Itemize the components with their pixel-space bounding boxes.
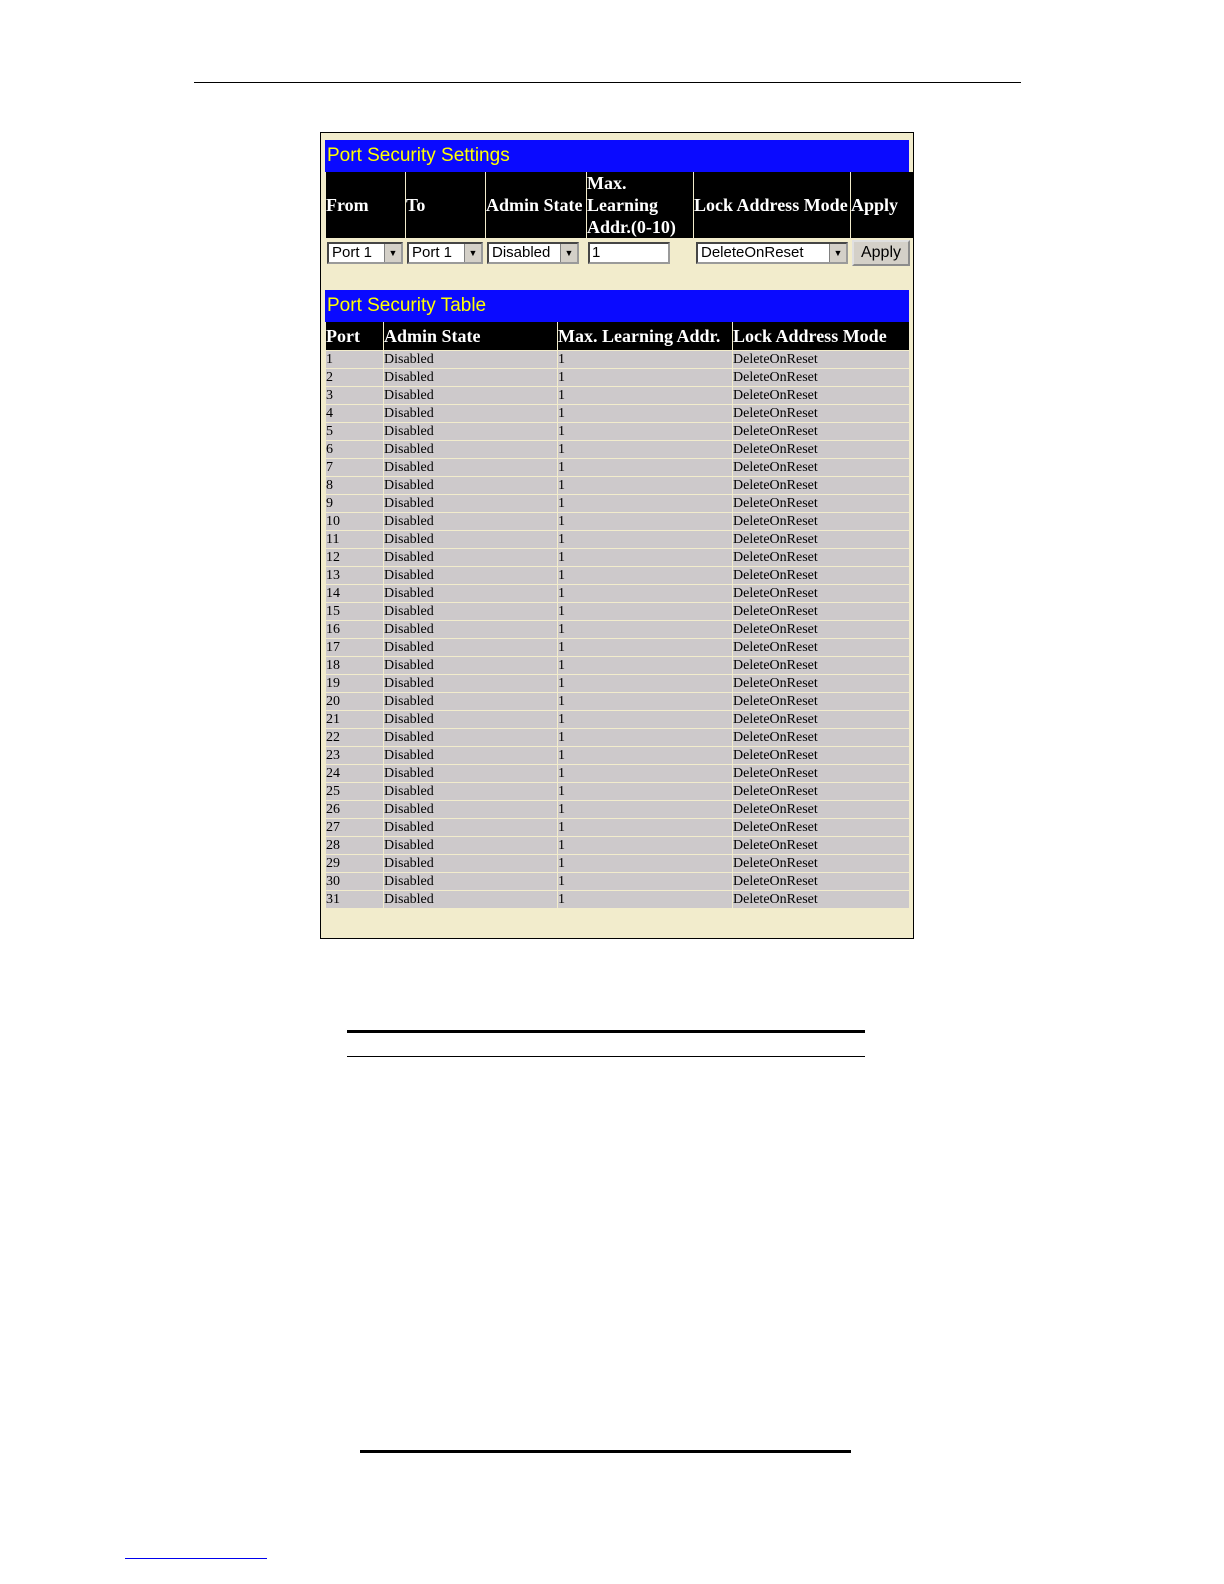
max-learning-cell: 1 xyxy=(558,369,732,386)
admin-state-cell: Disabled xyxy=(384,441,557,458)
admin-state-cell: Disabled xyxy=(384,819,557,836)
table-row xyxy=(326,801,909,818)
max-learning-cell: 1 xyxy=(558,855,732,872)
lock-mode-cell: DeleteOnReset xyxy=(733,819,909,836)
lock-mode-cell: DeleteOnReset xyxy=(733,621,909,638)
max-learning-cell: 1 xyxy=(558,747,732,764)
lock-mode-cell: DeleteOnReset xyxy=(733,729,909,746)
to-port-value: Port 1 xyxy=(412,244,453,261)
chevron-down-icon[interactable]: ▼ xyxy=(464,244,481,262)
admin-state-cell: Disabled xyxy=(384,513,557,530)
top-divider xyxy=(194,82,1021,83)
port-cell: 7 xyxy=(326,459,383,476)
table-row xyxy=(326,603,909,620)
table-row xyxy=(326,873,909,890)
table-row xyxy=(326,747,909,764)
chevron-down-icon[interactable]: ▼ xyxy=(560,244,577,262)
port-cell: 24 xyxy=(326,765,383,782)
admin-state-cell: Disabled xyxy=(384,765,557,782)
max-learning-cell: 1 xyxy=(558,495,732,512)
admin-state-cell: Disabled xyxy=(384,801,557,818)
port-cell: 5 xyxy=(326,423,383,440)
max-learning-cell: 1 xyxy=(558,765,732,782)
port-cell: 14 xyxy=(326,585,383,602)
admin-state-cell: Disabled xyxy=(384,477,557,494)
max-learning-input[interactable]: 1 xyxy=(588,242,670,264)
screenshot-frame xyxy=(320,132,914,939)
port-cell: 4 xyxy=(326,405,383,422)
max-learning-cell: 1 xyxy=(558,639,732,656)
port-cell: 12 xyxy=(326,549,383,566)
lock-mode-cell: DeleteOnReset xyxy=(733,495,909,512)
lock-mode-cell: DeleteOnReset xyxy=(733,855,909,872)
port-security-page xyxy=(325,140,909,909)
max-learning-cell: 1 xyxy=(558,405,732,422)
max-learning-cell: 1 xyxy=(558,873,732,890)
footer-rule xyxy=(360,1450,851,1453)
max-learning-cell: 1 xyxy=(558,441,732,458)
lock-mode-select[interactable] xyxy=(696,242,848,264)
admin-state-select[interactable] xyxy=(487,242,579,264)
max-learning-cell: 1 xyxy=(558,459,732,476)
lock-mode-cell: DeleteOnReset xyxy=(733,441,909,458)
admin-state-cell: Disabled xyxy=(384,531,557,548)
table-row xyxy=(326,783,909,800)
port-cell: 27 xyxy=(326,819,383,836)
admin-state-cell: Disabled xyxy=(384,423,557,440)
port-cell: 1 xyxy=(326,351,383,368)
lock-mode-header: Lock Address Mode xyxy=(694,172,850,238)
port-cell: 28 xyxy=(326,837,383,854)
admin-state-cell: Disabled xyxy=(384,603,557,620)
port-cell: 9 xyxy=(326,495,383,512)
caption-rule-thin xyxy=(347,1056,865,1057)
max-learning-cell: 1 xyxy=(558,693,732,710)
lock-mode-column-header: Lock Address Mode xyxy=(733,322,909,350)
admin-state-cell: Disabled xyxy=(384,351,557,368)
port-cell: 17 xyxy=(326,639,383,656)
max-learning-column-header: Max. Learning Addr. xyxy=(558,322,732,350)
table-row xyxy=(326,639,909,656)
table-title: Port Security Table xyxy=(325,290,909,322)
port-cell: 23 xyxy=(326,747,383,764)
admin-state-cell: Disabled xyxy=(384,405,557,422)
table-row xyxy=(326,585,909,602)
lock-mode-cell: DeleteOnReset xyxy=(733,747,909,764)
admin-state-cell: Disabled xyxy=(384,567,557,584)
admin-state-cell: Disabled xyxy=(384,729,557,746)
table-row xyxy=(326,351,909,368)
table-row xyxy=(326,657,909,674)
to-port-select[interactable] xyxy=(407,242,483,264)
max-learning-cell: 1 xyxy=(558,783,732,800)
max-learning-cell: 1 xyxy=(558,891,732,908)
chevron-down-icon[interactable]: ▼ xyxy=(384,244,401,262)
table-row xyxy=(326,855,909,872)
lock-mode-cell: DeleteOnReset xyxy=(733,531,909,548)
lock-mode-cell: DeleteOnReset xyxy=(733,693,909,710)
port-cell: 10 xyxy=(326,513,383,530)
admin-state-cell: Disabled xyxy=(384,891,557,908)
admin-state-cell: Disabled xyxy=(384,747,557,764)
settings-title: Port Security Settings xyxy=(325,140,909,172)
admin-state-value: Disabled xyxy=(492,244,551,261)
port-cell: 13 xyxy=(326,567,383,584)
lock-mode-value: DeleteOnReset xyxy=(701,244,804,261)
port-cell: 21 xyxy=(326,711,383,728)
lock-mode-cell: DeleteOnReset xyxy=(733,675,909,692)
lock-mode-cell: DeleteOnReset xyxy=(733,891,909,908)
apply-button[interactable]: Apply xyxy=(852,240,910,266)
admin-state-cell: Disabled xyxy=(384,387,557,404)
max-learning-cell: 1 xyxy=(558,621,732,638)
admin-state-cell: Disabled xyxy=(384,621,557,638)
admin-state-cell: Disabled xyxy=(384,459,557,476)
apply-header: Apply xyxy=(851,172,914,238)
chevron-down-icon[interactable]: ▼ xyxy=(829,244,846,262)
table-row xyxy=(326,675,909,692)
max-learning-cell: 1 xyxy=(558,567,732,584)
lock-mode-cell: DeleteOnReset xyxy=(733,657,909,674)
max-learning-cell: 1 xyxy=(558,477,732,494)
max-learning-cell: 1 xyxy=(558,423,732,440)
port-cell: 8 xyxy=(326,477,383,494)
port-column-header: Port xyxy=(326,322,383,350)
table-row xyxy=(326,477,909,494)
max-learning-cell: 1 xyxy=(558,531,732,548)
lock-mode-cell: DeleteOnReset xyxy=(733,549,909,566)
admin-state-cell: Disabled xyxy=(384,495,557,512)
admin-state-cell: Disabled xyxy=(384,585,557,602)
lock-mode-cell: DeleteOnReset xyxy=(733,387,909,404)
lock-mode-cell: DeleteOnReset xyxy=(733,351,909,368)
admin-state-cell: Disabled xyxy=(384,783,557,800)
table-row xyxy=(326,891,909,908)
admin-state-cell: Disabled xyxy=(384,369,557,386)
table-row xyxy=(326,423,909,440)
settings-table xyxy=(325,171,914,268)
table-row xyxy=(326,765,909,782)
lock-mode-cell: DeleteOnReset xyxy=(733,459,909,476)
from-port-select[interactable] xyxy=(327,242,403,264)
port-cell: 6 xyxy=(326,441,383,458)
table-row xyxy=(326,837,909,854)
port-cell: 30 xyxy=(326,873,383,890)
caption-rule-thick xyxy=(347,1030,865,1033)
lock-mode-cell: DeleteOnReset xyxy=(733,873,909,890)
port-security-table xyxy=(325,321,910,909)
admin-state-cell: Disabled xyxy=(384,837,557,854)
lock-mode-cell: DeleteOnReset xyxy=(733,423,909,440)
admin-state-column-header: Admin State xyxy=(384,322,557,350)
max-learning-cell: 1 xyxy=(558,549,732,566)
max-learning-cell: 1 xyxy=(558,387,732,404)
table-row xyxy=(326,621,909,638)
port-cell: 3 xyxy=(326,387,383,404)
lock-mode-cell: DeleteOnReset xyxy=(733,783,909,800)
lock-mode-cell: DeleteOnReset xyxy=(733,603,909,620)
section-gap xyxy=(325,268,909,290)
port-cell: 26 xyxy=(326,801,383,818)
port-cell: 25 xyxy=(326,783,383,800)
lock-mode-cell: DeleteOnReset xyxy=(733,639,909,656)
settings-input-row xyxy=(326,239,914,267)
admin-state-cell: Disabled xyxy=(384,855,557,872)
admin-state-cell: Disabled xyxy=(384,639,557,656)
port-cell: 2 xyxy=(326,369,383,386)
lock-mode-cell: DeleteOnReset xyxy=(733,711,909,728)
max-learning-cell: 1 xyxy=(558,819,732,836)
max-learning-cell: 1 xyxy=(558,801,732,818)
max-learning-header: Max. Learning Addr.(0-10) xyxy=(587,172,693,238)
table-row xyxy=(326,729,909,746)
table-header-row xyxy=(326,322,909,350)
port-cell: 20 xyxy=(326,693,383,710)
port-cell: 11 xyxy=(326,531,383,548)
port-cell: 18 xyxy=(326,657,383,674)
admin-state-cell: Disabled xyxy=(384,693,557,710)
lock-mode-cell: DeleteOnReset xyxy=(733,369,909,386)
table-row xyxy=(326,387,909,404)
admin-state-cell: Disabled xyxy=(384,711,557,728)
lock-mode-cell: DeleteOnReset xyxy=(733,801,909,818)
max-learning-cell: 1 xyxy=(558,585,732,602)
admin-state-cell: Disabled xyxy=(384,549,557,566)
table-row xyxy=(326,693,909,710)
from-header: From xyxy=(326,172,405,238)
max-learning-cell: 1 xyxy=(558,711,732,728)
port-cell: 15 xyxy=(326,603,383,620)
table-row xyxy=(326,495,909,512)
admin-state-header: Admin State xyxy=(486,172,586,238)
lock-mode-cell: DeleteOnReset xyxy=(733,513,909,530)
max-learning-cell: 1 xyxy=(558,675,732,692)
settings-header-row xyxy=(326,172,914,238)
lock-mode-cell: DeleteOnReset xyxy=(733,585,909,602)
max-learning-cell: 1 xyxy=(558,351,732,368)
port-cell: 16 xyxy=(326,621,383,638)
table-row xyxy=(326,405,909,422)
table-row xyxy=(326,441,909,458)
table-row xyxy=(326,513,909,530)
to-header: To xyxy=(406,172,485,238)
max-learning-cell: 1 xyxy=(558,837,732,854)
table-row xyxy=(326,567,909,584)
port-cell: 29 xyxy=(326,855,383,872)
lock-mode-cell: DeleteOnReset xyxy=(733,567,909,584)
table-row xyxy=(326,369,909,386)
port-cell: 22 xyxy=(326,729,383,746)
max-learning-cell: 1 xyxy=(558,603,732,620)
lock-mode-cell: DeleteOnReset xyxy=(733,765,909,782)
table-row xyxy=(326,549,909,566)
link-underline xyxy=(125,1558,267,1559)
admin-state-cell: Disabled xyxy=(384,675,557,692)
lock-mode-cell: DeleteOnReset xyxy=(733,477,909,494)
lock-mode-cell: DeleteOnReset xyxy=(733,405,909,422)
port-cell: 31 xyxy=(326,891,383,908)
max-learning-cell: 1 xyxy=(558,729,732,746)
admin-state-cell: Disabled xyxy=(384,873,557,890)
port-cell: 19 xyxy=(326,675,383,692)
max-learning-cell: 1 xyxy=(558,657,732,674)
admin-state-cell: Disabled xyxy=(384,657,557,674)
table-row xyxy=(326,459,909,476)
table-body xyxy=(326,351,909,908)
max-learning-cell: 1 xyxy=(558,513,732,530)
from-port-value: Port 1 xyxy=(332,244,373,261)
table-row xyxy=(326,531,909,548)
lock-mode-cell: DeleteOnReset xyxy=(733,837,909,854)
table-row xyxy=(326,819,909,836)
table-row xyxy=(326,711,909,728)
